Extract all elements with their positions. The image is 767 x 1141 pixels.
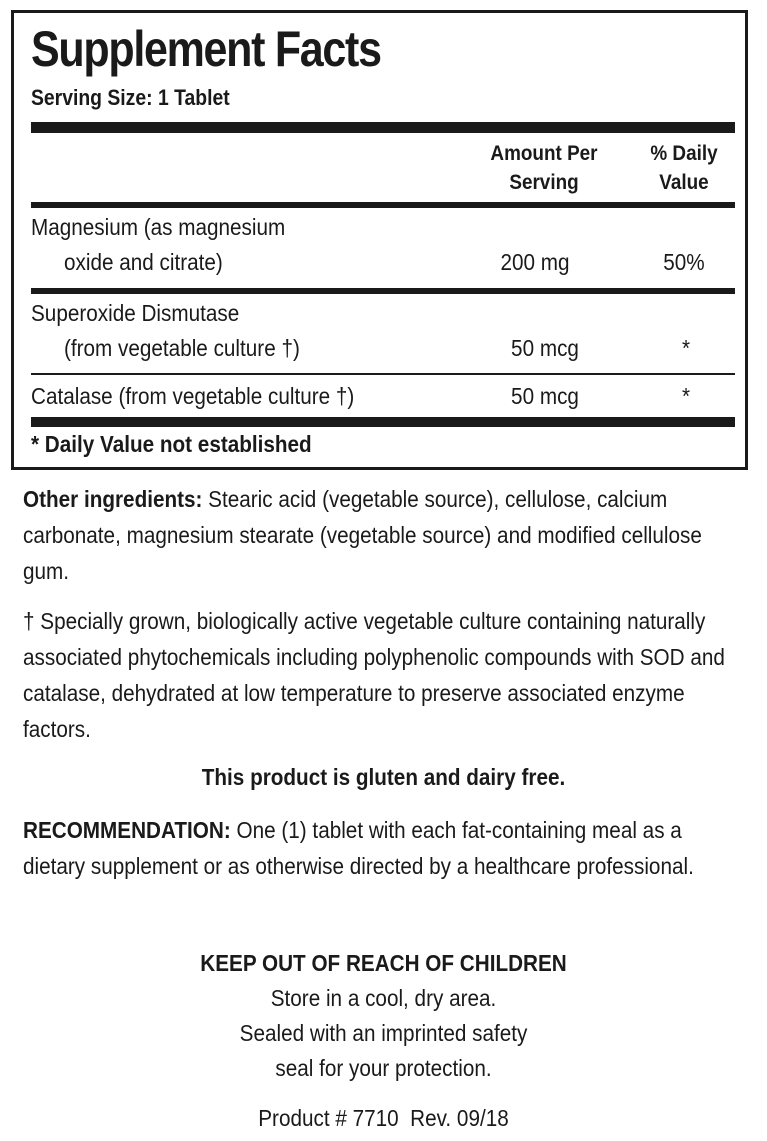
amount-magnesium: 200 mg (500, 249, 570, 275)
recommendation-label: RECOMMENDATION: (23, 817, 231, 843)
nutrient-name-catalase: Catalase (from vegetable culture †) (31, 383, 355, 409)
nutrient-name-sod: Superoxide Dismutase (31, 300, 240, 326)
recommendation (23, 812, 743, 884)
supplement-facts-panel (11, 10, 748, 470)
seal-notice-line2: seal for your protection. (275, 1055, 492, 1081)
gluten-dairy-free-statement: This product is gluten and dairy free. (201, 764, 566, 790)
keep-out-warning: KEEP OUT OF REACH OF CHILDREN (200, 950, 567, 976)
dv-magnesium: 50% (663, 249, 705, 275)
other-ingredients-label: Other ingredients: (23, 486, 203, 512)
dv-sod: * (681, 335, 691, 361)
other-ingredients (23, 481, 743, 589)
nutrient-name-sod-line2: (from vegetable culture †) (64, 335, 300, 361)
header-divider (31, 202, 735, 208)
storage-instruction: Store in a cool, dry area. (270, 985, 497, 1011)
daily-value-footnote: * Daily Value not established (31, 431, 312, 457)
facts-title: Supplement Facts (31, 21, 381, 77)
other-ingredients-text: Stearic acid (vegetable source), cellulose, calcium carbonate, magnesium stearate (vegetable source) and modified cellulose gum. (23, 486, 702, 584)
dagger-note-text: † Specially grown, biologically active vegetable culture containing naturally associated phytochemicals including polyphenolic compounds with SOD and catalase, dehydrated at low temperature to preserve associated enzyme factors. (23, 608, 725, 742)
nutrient-name-magnesium: Magnesium (as magnesium (31, 214, 286, 240)
amount-catalase: 50 mcg (511, 383, 579, 409)
seal-notice-line1: Sealed with an imprinted safety (239, 1020, 528, 1046)
nutrient-name-magnesium-line2: oxide and citrate) (64, 249, 223, 275)
row-divider-thin (31, 373, 735, 375)
thick-divider (31, 122, 735, 133)
dv-catalase: * (681, 383, 691, 409)
amount-sod: 50 mcg (511, 335, 579, 361)
column-header-amount: Amount Per Serving (490, 142, 598, 194)
recommendation-text: One (1) tablet with each fat-containing meal as a dietary supplement or as otherwise directed by a healthcare professional. (23, 817, 694, 879)
row-divider (31, 288, 735, 294)
dagger-note (23, 603, 743, 747)
bottom-divider (31, 417, 735, 427)
column-header-daily-value: % Daily Value (650, 142, 718, 194)
product-number: Product # 7710 Rev. 09/18 (258, 1105, 509, 1131)
serving-size: Serving Size: 1 Tablet (31, 85, 230, 110)
